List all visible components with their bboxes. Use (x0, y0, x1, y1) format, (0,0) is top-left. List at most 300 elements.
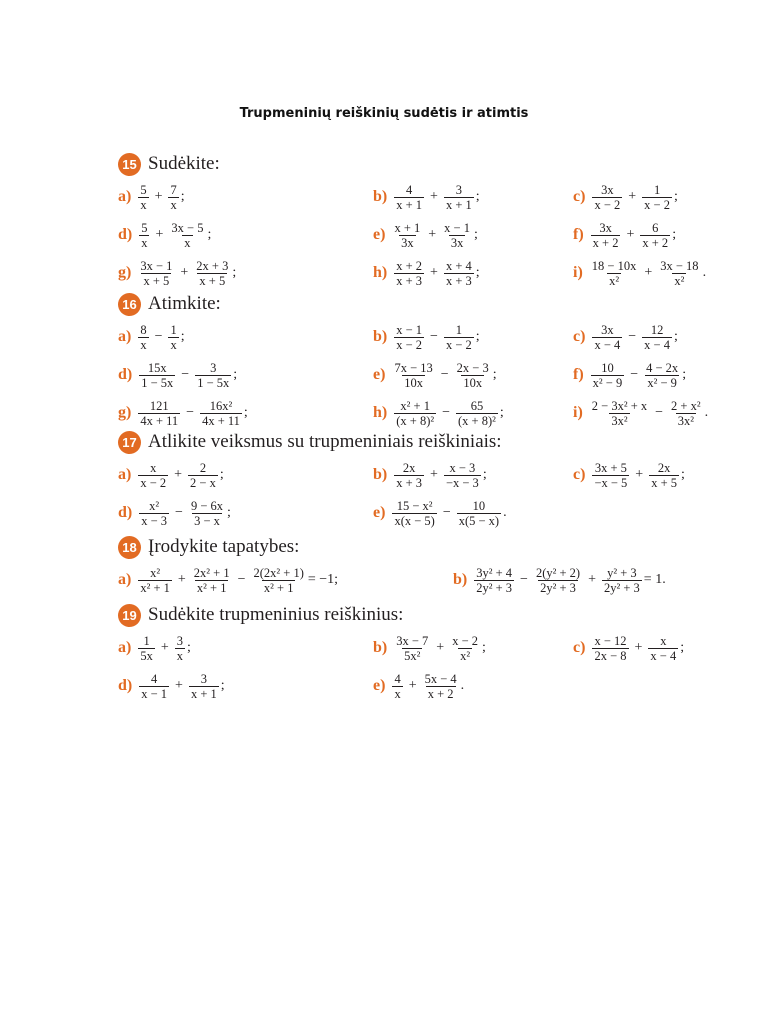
denominator: x (140, 337, 147, 352)
task-f (573, 216, 676, 254)
denominator: x − 4 (644, 337, 670, 352)
exercise-number-badge: 19 (118, 604, 141, 627)
task-h (373, 394, 504, 432)
fraction (444, 461, 481, 490)
numerator: 121 (149, 398, 169, 413)
task-d (118, 494, 231, 532)
denominator: x + 5 (651, 475, 678, 490)
exercise-18 (118, 533, 738, 599)
task-label: b) (373, 188, 388, 205)
fraction (200, 399, 242, 428)
numerator: 3x − 1 (140, 258, 173, 273)
fraction (189, 672, 219, 701)
denominator: x + 3 (396, 475, 423, 490)
task-i (573, 254, 706, 292)
numerator: 1 (143, 633, 150, 648)
operator: + (174, 467, 183, 482)
fraction (168, 323, 178, 352)
task-terminator: ; (207, 227, 212, 242)
operator: − (175, 505, 183, 520)
operator: − (520, 572, 528, 587)
task-terminator: ; (492, 367, 497, 382)
denominator: 1 − 5x (141, 375, 174, 390)
task-row (118, 456, 738, 494)
fraction (442, 221, 472, 250)
task-label: b) (453, 571, 468, 588)
task-row (118, 356, 738, 394)
fraction (394, 323, 424, 352)
exercise-title: Įrodykite tapatybes: (148, 536, 300, 557)
fraction (392, 361, 434, 390)
task-c (573, 629, 684, 667)
numerator: 2 (199, 460, 207, 475)
fraction (138, 323, 148, 352)
numerator: 10 (601, 360, 614, 375)
task-terminator: = 1. (643, 572, 666, 587)
denominator: x + 1 (445, 197, 472, 212)
denominator: x + 2 (592, 235, 619, 250)
task-row (118, 216, 738, 254)
numerator: x² (150, 565, 161, 580)
fraction (534, 566, 582, 595)
fraction (602, 566, 642, 595)
fraction (423, 672, 459, 701)
task-terminator: ; (482, 467, 487, 482)
numerator: x (660, 633, 667, 648)
task-c (573, 178, 678, 216)
fraction (138, 461, 168, 490)
operator: + (155, 227, 164, 242)
exercise-17 (118, 428, 738, 532)
page-title: Trupmeninių reiškinių sudėtis ir atimtis (239, 106, 529, 121)
task-label: e) (373, 677, 386, 694)
operator: + (430, 467, 438, 482)
denominator: x (140, 197, 147, 212)
task-label: e) (373, 504, 386, 521)
fraction (168, 183, 178, 212)
fraction (192, 566, 232, 595)
task-label: c) (573, 188, 586, 205)
numerator: x − 1 (396, 322, 423, 337)
denominator: 10x (463, 375, 483, 390)
fraction (444, 323, 474, 352)
fraction (139, 221, 149, 250)
fraction (138, 183, 148, 212)
operator: + (628, 189, 637, 204)
operator: + (180, 265, 189, 280)
denominator: x (170, 197, 177, 212)
fraction (394, 183, 424, 212)
task-b (373, 456, 487, 494)
task-b (373, 629, 486, 667)
fraction (444, 259, 474, 288)
denominator: x² − 9 (592, 375, 623, 390)
task-b (453, 561, 666, 599)
fraction (169, 221, 205, 250)
task-h (373, 254, 480, 292)
denominator: 5x² (404, 648, 421, 663)
numerator: 4 − 2x (646, 360, 679, 375)
task-terminator: . (460, 678, 465, 693)
task-b (373, 178, 480, 216)
numerator: 1 (170, 322, 177, 337)
exercise-header (118, 533, 738, 561)
task-row (118, 494, 738, 532)
exercise-title: Sudėkite: (148, 153, 220, 174)
operator: − (630, 367, 639, 382)
numerator: 7x − 13 (394, 360, 433, 375)
fraction (474, 566, 514, 595)
task-label: b) (373, 328, 388, 345)
task-terminator: ; (227, 505, 231, 520)
denominator: x² + 1 (140, 580, 170, 595)
denominator: x² + 1 (263, 580, 294, 595)
denominator: x (141, 235, 148, 250)
operator: − (181, 367, 190, 382)
task-i (573, 394, 708, 432)
numerator: 2 + x² (671, 398, 701, 413)
numerator: y² + 3 (607, 565, 637, 580)
task-terminator: ; (673, 329, 678, 344)
denominator: x − 2 (594, 197, 621, 212)
numerator: 2x² + 1 (193, 565, 230, 580)
numerator: 3x − 18 (660, 258, 699, 273)
fraction (457, 499, 501, 528)
exercise-15 (118, 150, 738, 292)
numerator: 5 (140, 182, 147, 197)
fraction (394, 259, 424, 288)
numerator: x² (149, 498, 160, 513)
fraction (669, 399, 703, 428)
fraction (189, 499, 225, 528)
denominator: x − 2 (445, 337, 472, 352)
numerator: 65 (470, 398, 484, 413)
numerator: 4 (406, 182, 413, 197)
task-terminator: ; (681, 467, 685, 482)
task-label: f) (573, 226, 584, 243)
numerator: 3 (176, 633, 183, 648)
fraction (592, 323, 622, 352)
operator: + (626, 227, 635, 242)
task-terminator: ; (233, 367, 238, 382)
fraction (450, 634, 480, 663)
numerator: 2x (402, 460, 416, 475)
task-g (118, 394, 248, 432)
denominator: x (176, 648, 183, 663)
denominator: x + 2 (642, 235, 669, 250)
task-e (373, 494, 507, 532)
denominator: x − 3 (141, 513, 168, 528)
denominator: x − 1 (141, 686, 168, 701)
task-label: a) (118, 639, 132, 656)
fraction (392, 672, 402, 701)
fraction (195, 361, 231, 390)
exercise-title: Atlikite veiksmus su trupmeniniais reiškiniais: (148, 431, 502, 452)
exercise-header (118, 428, 738, 456)
operator: + (160, 640, 169, 655)
fraction (649, 461, 679, 490)
task-label: h) (373, 264, 388, 281)
exercise-19 (118, 601, 738, 705)
fraction (640, 221, 670, 250)
numerator: 7 (170, 182, 177, 197)
task-a (118, 561, 338, 599)
operator: + (634, 640, 643, 655)
numerator: x + 2 (396, 258, 423, 273)
exercise-16 (118, 290, 738, 432)
numerator: 3x (601, 322, 614, 337)
denominator: x + 5 (199, 273, 226, 288)
task-row (118, 254, 738, 292)
numerator: 15 − x² (396, 498, 433, 513)
denominator: 2x − 8 (594, 648, 627, 663)
exercise-number-badge: 15 (118, 153, 141, 176)
task-label: c) (573, 328, 586, 345)
denominator: x + 1 (396, 197, 423, 212)
task-a (118, 456, 224, 494)
numerator: 2(2x² + 1) (253, 565, 304, 580)
task-terminator: ; (220, 678, 225, 693)
fraction (592, 461, 629, 490)
fraction (188, 461, 218, 490)
numerator: 3x − 5 (171, 220, 204, 235)
task-f (573, 356, 686, 394)
operator: − (442, 505, 451, 520)
denominator: 2y² + 3 (603, 580, 640, 595)
denominator: −x − 3 (445, 475, 479, 490)
task-e (373, 667, 464, 705)
denominator: x² (674, 273, 685, 288)
exercise-title: Atimkite: (148, 293, 221, 314)
denominator: x(x − 5) (394, 513, 435, 528)
numerator: x − 1 (444, 220, 470, 235)
fraction (456, 399, 498, 428)
fraction (138, 634, 155, 663)
fraction (590, 399, 649, 428)
fraction (591, 221, 621, 250)
fraction (138, 259, 174, 288)
operator: + (177, 572, 186, 587)
task-label: d) (118, 677, 133, 694)
numerator: 3x (599, 220, 612, 235)
fraction (139, 361, 175, 390)
fraction (455, 361, 491, 390)
numerator: 3x (601, 182, 614, 197)
operator: − (442, 405, 451, 420)
task-terminator: ; (180, 189, 185, 204)
numerator: 2x + 3 (196, 258, 229, 273)
task-label: e) (373, 366, 386, 383)
exercise-header (118, 150, 738, 178)
operator: − (186, 405, 195, 420)
task-label: g) (118, 264, 132, 281)
task-terminator: ; (473, 227, 478, 242)
task-row (118, 394, 738, 432)
operator: + (644, 265, 653, 280)
task-label: i) (573, 404, 583, 421)
denominator: x² (609, 273, 620, 288)
fraction (252, 566, 306, 595)
fraction (592, 634, 628, 663)
denominator: x (184, 235, 191, 250)
task-e (373, 356, 497, 394)
numerator: 4 (394, 671, 401, 686)
fraction (648, 634, 678, 663)
task-label: a) (118, 466, 132, 483)
task-terminator: ; (680, 640, 685, 655)
denominator: 5x (140, 648, 153, 663)
numerator: 8 (140, 322, 147, 337)
task-label: e) (373, 226, 386, 243)
denominator: 4x + 11 (202, 413, 240, 428)
task-a (118, 178, 185, 216)
fraction (394, 634, 430, 663)
fraction (590, 259, 639, 288)
task-c (573, 318, 678, 356)
denominator: x + 2 (427, 686, 454, 701)
task-terminator: ; (186, 640, 191, 655)
denominator: x(5 − x) (458, 513, 500, 528)
task-terminator: ; (180, 329, 185, 344)
numerator: 1 (653, 182, 661, 197)
fraction (592, 183, 622, 212)
task-row (118, 629, 738, 667)
task-a (118, 318, 185, 356)
numerator: 2(y² + 2) (535, 565, 581, 580)
task-label: a) (118, 571, 132, 588)
denominator: x − 4 (594, 337, 621, 352)
denominator: x + 3 (396, 273, 423, 288)
fraction (194, 259, 230, 288)
task-label: a) (118, 188, 132, 205)
fraction (392, 221, 422, 250)
exercise-header (118, 290, 738, 318)
denominator: 2 − x (190, 475, 216, 490)
numerator: x² + 1 (400, 398, 430, 413)
denominator: x² (460, 648, 471, 663)
task-label: d) (118, 366, 133, 383)
denominator: 10x (404, 375, 423, 390)
task-label: a) (118, 328, 132, 345)
task-a (118, 629, 191, 667)
task-d (118, 216, 211, 254)
exercise-title: Sudėkite trupmeninius reiškinius: (148, 604, 404, 625)
denominator: x + 5 (143, 273, 170, 288)
operator: − (655, 405, 664, 420)
operator: + (175, 678, 183, 693)
operator: + (635, 467, 644, 482)
task-terminator: ; (482, 640, 486, 655)
numerator: 12 (650, 322, 664, 337)
operator: − (430, 329, 438, 344)
fraction (139, 672, 169, 701)
numerator: 2x (657, 460, 671, 475)
fraction (591, 361, 625, 390)
fraction (139, 499, 169, 528)
numerator: 3 (455, 182, 462, 197)
numerator: 5x − 4 (424, 671, 457, 686)
fraction (444, 183, 474, 212)
operator: − (154, 329, 163, 344)
numerator: 16x² (209, 398, 233, 413)
denominator: 1 − 5x (197, 375, 230, 390)
task-label: b) (373, 466, 388, 483)
task-terminator: ; (219, 467, 224, 482)
task-label: g) (118, 404, 132, 421)
task-label: c) (573, 639, 586, 656)
denominator: 3x² (677, 413, 694, 428)
task-terminator: ; (682, 367, 687, 382)
task-terminator: ; (673, 189, 678, 204)
fraction (392, 499, 436, 528)
numerator: 2x − 3 (456, 360, 489, 375)
operator: + (428, 227, 437, 242)
denominator: x (170, 337, 177, 352)
exercise-header (118, 601, 738, 629)
numerator: x + 4 (445, 258, 472, 273)
denominator: −x − 5 (594, 475, 628, 490)
task-row (118, 178, 738, 216)
numerator: 5 (141, 220, 148, 235)
task-label: c) (573, 466, 586, 483)
numerator: 18 − 10x (591, 258, 637, 273)
numerator: x + 1 (394, 220, 421, 235)
denominator: x (394, 686, 401, 701)
numerator: x − 2 (452, 633, 479, 648)
task-row (118, 667, 738, 705)
denominator: x − 2 (396, 337, 423, 352)
fraction (644, 361, 680, 390)
task-label: h) (373, 404, 388, 421)
numerator: 3x − 7 (396, 633, 429, 648)
numerator: 3x + 5 (594, 460, 627, 475)
denominator: x + 1 (190, 686, 217, 701)
operator: + (436, 640, 445, 655)
task-terminator: . (704, 405, 709, 420)
numerator: 3 (200, 671, 207, 686)
task-terminator: ; (475, 189, 480, 204)
task-label: b) (373, 639, 388, 656)
numerator: 9 − 6x (190, 498, 224, 513)
denominator: x + 3 (445, 273, 472, 288)
denominator: 3x² (611, 413, 628, 428)
fraction (642, 183, 672, 212)
numerator: x (150, 460, 157, 475)
fraction (138, 566, 172, 595)
task-terminator: . (702, 265, 707, 280)
denominator: 3 − x (194, 513, 220, 528)
numerator: 15x (147, 360, 167, 375)
exercise-number-badge: 17 (118, 431, 141, 454)
operator: − (440, 367, 449, 382)
denominator: x² − 9 (647, 375, 677, 390)
denominator: 2y² + 3 (540, 580, 576, 595)
denominator: x − 2 (140, 475, 167, 490)
operator: + (430, 265, 438, 280)
task-row (118, 561, 738, 599)
operator: + (154, 189, 163, 204)
task-label: d) (118, 226, 133, 243)
fraction (138, 399, 180, 428)
task-b (373, 318, 480, 356)
exercise-number-badge: 16 (118, 293, 141, 316)
denominator: 3x (450, 235, 464, 250)
denominator: x − 4 (650, 648, 677, 663)
task-terminator: ; (232, 265, 237, 280)
numerator: 3y² + 4 (476, 565, 513, 580)
task-label: i) (573, 264, 583, 281)
task-terminator: = −1; (307, 572, 339, 587)
